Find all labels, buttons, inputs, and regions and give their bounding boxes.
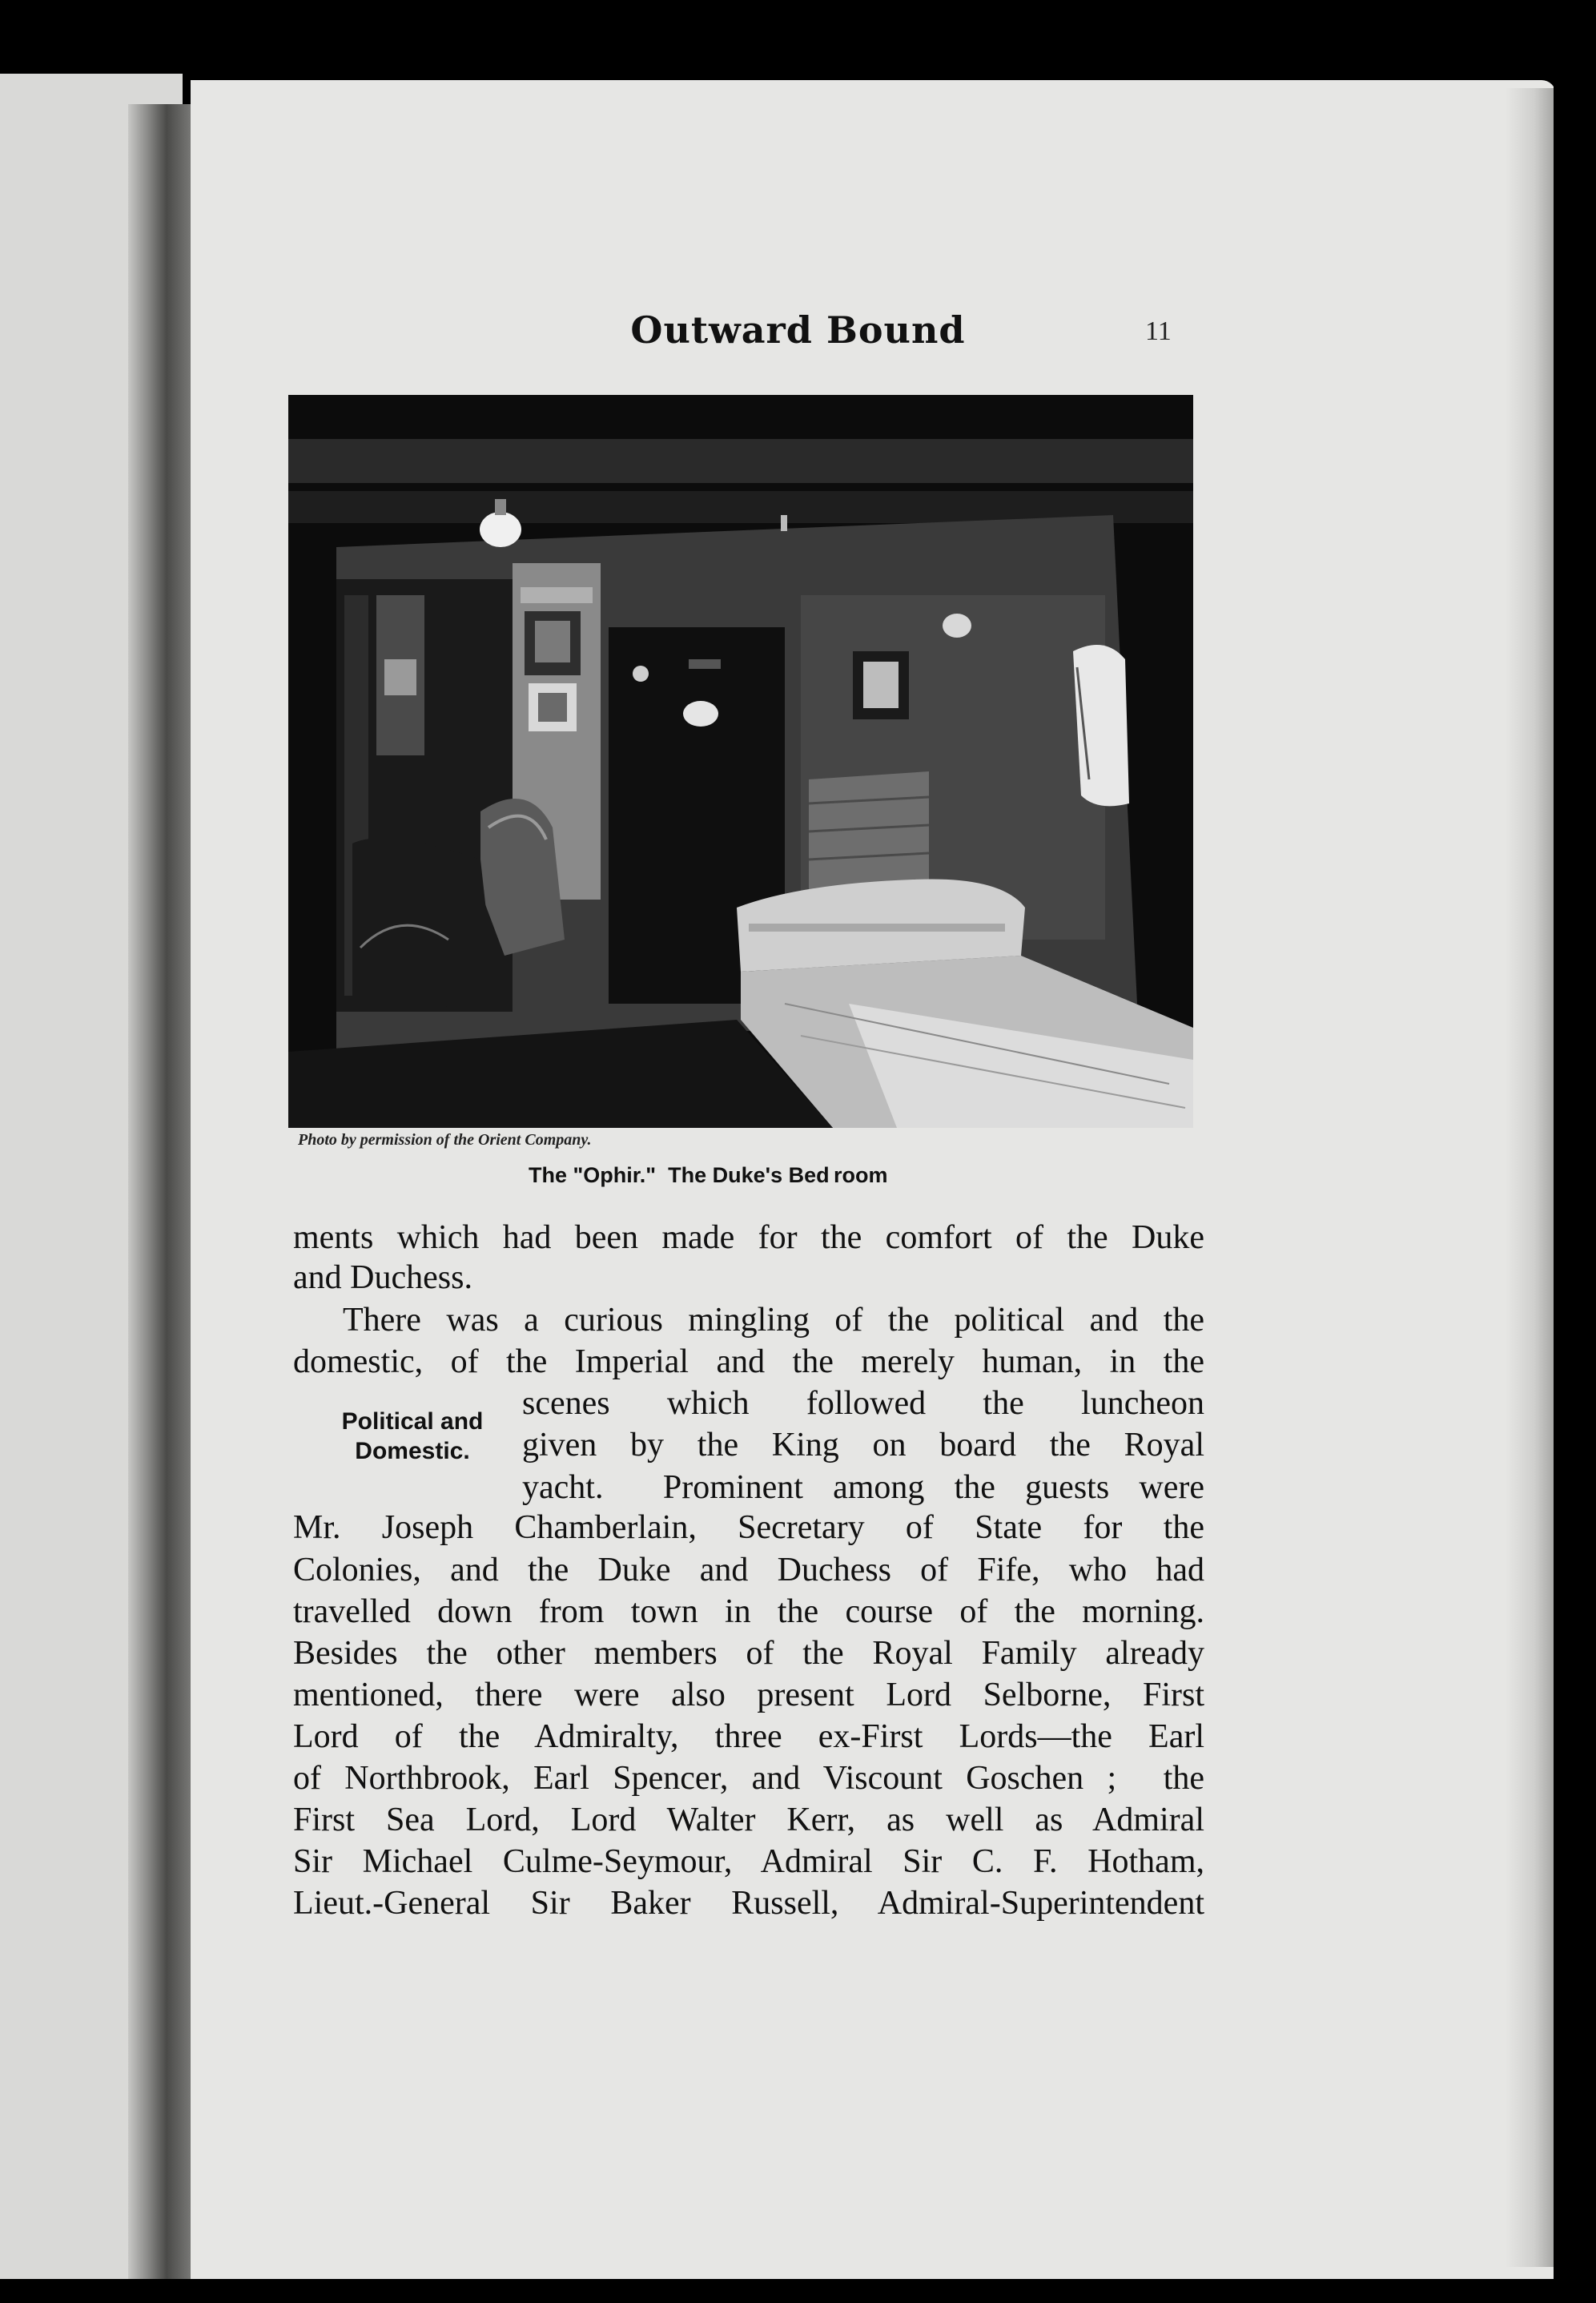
body-line: given by the King on board the Royal: [522, 1427, 1204, 1464]
running-head: Outward Bound: [630, 308, 966, 352]
photo-illustration: [288, 395, 1193, 1128]
body-line: There was a curious mingling of the political and the: [343, 1302, 1204, 1339]
scan-top-border: [0, 0, 1596, 88]
photo-caption: The "Ophir." The Duke's Bed room: [529, 1163, 888, 1187]
scan-bottom-border: [0, 2279, 1596, 2303]
body-line: and Duchess.: [293, 1259, 472, 1296]
page-number: 11: [1145, 316, 1172, 346]
body-line: mentioned, there were also present Lord Selborne, First: [293, 1677, 1204, 1713]
body-line: of Northbrook, Earl Spencer, and Viscount Goschen ; the: [293, 1760, 1204, 1797]
body-line: Colonies, and the Duke and Duchess of Fife, who had: [293, 1552, 1204, 1588]
page-curl-shadow: [1506, 88, 1554, 2267]
body-line: ments which had been made for the comfort of the Duke: [293, 1219, 1204, 1256]
body-line: Besides the other members of the Royal Family already: [293, 1635, 1204, 1672]
photo-credit: Photo by permission of the Orient Company.: [298, 1131, 592, 1149]
body-line: travelled down from town in the course of the morning.: [293, 1593, 1204, 1630]
body-line: domestic, of the Imperial and the merely human, in the: [293, 1343, 1204, 1380]
body-line: First Sea Lord, Lord Walter Kerr, as well as Admiral: [293, 1802, 1204, 1838]
margin-note: [316, 1407, 509, 1466]
body-line: scenes which followed the luncheon: [522, 1385, 1204, 1422]
body-line: Sir Michael Culme-Seymour, Admiral Sir C. F. Hotham,: [293, 1843, 1204, 1880]
bedroom-photograph: [288, 395, 1193, 1128]
body-line: yacht. Prominent among the guests were: [522, 1469, 1204, 1506]
book-gutter: [128, 104, 192, 2303]
body-line: Lieut.-General Sir Baker Russell, Admiral-Superintendent: [293, 1885, 1204, 1922]
margin-note-line: Political and: [341, 1408, 484, 1435]
body-line: Lord of the Admiralty, three ex-First Lords—the Earl: [293, 1718, 1204, 1755]
body-line: Mr. Joseph Chamberlain, Secretary of State for the: [293, 1509, 1204, 1546]
margin-note-line: Domestic.: [355, 1438, 470, 1464]
